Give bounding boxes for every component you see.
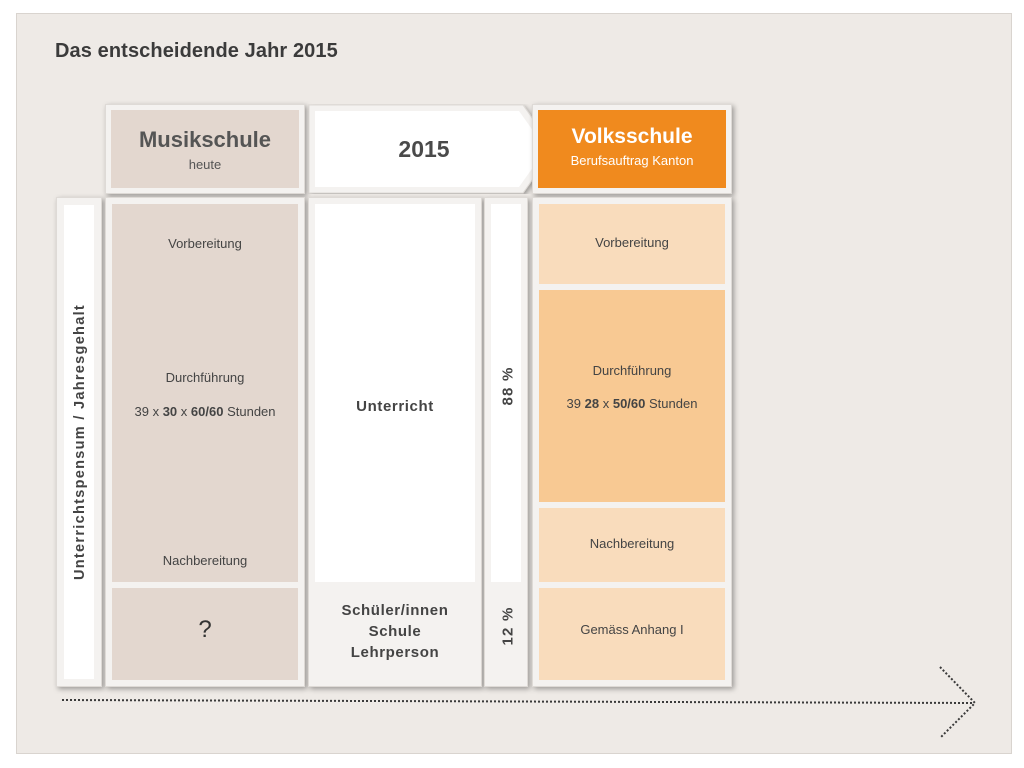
- musik-vorbereitung: Vorbereitung: [168, 236, 242, 251]
- percent-88: 88 %: [499, 366, 517, 406]
- volk-formula: [539, 396, 725, 411]
- musik-formula-b: 30: [162, 404, 178, 419]
- musik-formula-c: 60/60: [190, 404, 224, 419]
- bottom-line-school: Schule: [368, 623, 422, 640]
- musik-nachbereitung: Nachbereitung: [162, 553, 248, 568]
- question-mark: ?: [198, 616, 212, 643]
- volk-vorbereitung: Vorbereitung: [595, 235, 669, 250]
- unterricht-main-cell: [315, 204, 475, 582]
- volk-vorbereitung-cell: [539, 204, 725, 284]
- volk-nachbereitung: Nachbereitung: [589, 536, 675, 551]
- volk-durchfuehrung: Durchführung: [592, 363, 672, 378]
- volk-nachbereitung-cell: [539, 508, 725, 582]
- volksschule-header-fill: [538, 110, 726, 188]
- volk-formula-unit: Stunden: [649, 396, 698, 411]
- musikschule-subtitle: heute: [188, 157, 222, 172]
- musik-formula-x1: x: [152, 404, 160, 419]
- volksschule-title: Volksschule: [571, 125, 693, 148]
- musik-formula-a: 39: [134, 404, 149, 419]
- volk-anhang-cell: [539, 588, 725, 680]
- year-arrow-header: [308, 104, 556, 194]
- slide-title: Das entscheidende Jahr 2015: [55, 40, 338, 62]
- musik-durchfuehrung: Durchführung: [165, 370, 245, 385]
- musik-formula: [112, 404, 298, 419]
- volk-formula-c: 50/60: [612, 396, 646, 411]
- musikschule-header: [105, 104, 305, 194]
- musikschule-title: Musikschule: [138, 127, 272, 152]
- unterricht-column: [308, 197, 482, 687]
- volksschule-header: [532, 104, 732, 194]
- year-label: 2015: [398, 136, 450, 162]
- musikschule-main-cell: [112, 204, 298, 582]
- musikschule-column: [105, 197, 305, 687]
- musikschule-unknown-cell: [112, 588, 298, 680]
- bottom-line-teacher: Lehrperson: [350, 644, 440, 661]
- musik-formula-x2: x: [180, 404, 188, 419]
- unterricht-bottom-cell: [315, 588, 475, 680]
- volk-durchfuehrung-cell: [539, 290, 725, 502]
- unterricht-label: Unterricht: [356, 398, 434, 415]
- vertical-axis-label: Unterrichtspensum / Jahresgehalt: [72, 303, 88, 581]
- volk-formula-a: 39: [566, 396, 581, 411]
- bottom-line-students: Schüler/innen: [341, 602, 449, 619]
- volk-anhang: Gemäss Anhang I: [580, 622, 684, 637]
- volk-formula-x1: x: [602, 396, 610, 411]
- volksschule-subtitle: Berufsauftrag Kanton: [570, 153, 694, 168]
- volksschule-column: [532, 197, 732, 687]
- musik-formula-unit: Stunden: [227, 404, 276, 419]
- percent-12: 12 %: [499, 606, 517, 646]
- volk-formula-b: 28: [584, 396, 600, 411]
